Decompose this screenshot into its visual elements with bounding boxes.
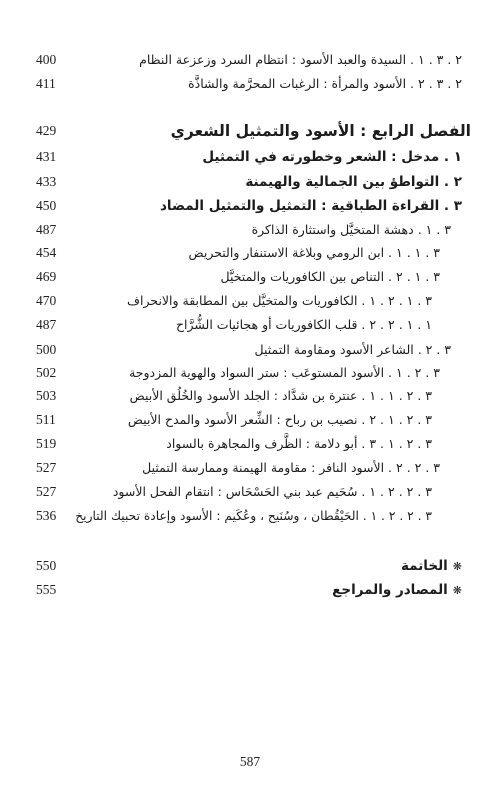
- toc-entry-title: ٣ . ٢ . ١ . ٣ . أبو دلامة : الظَّرف والمجاهرة بالسواد: [166, 436, 432, 451]
- toc-entry-title: ٣ . ٢ . ١ . ٢ . نصيب بن رباح : الشِّعر الأسود والمدح الأبيض: [127, 412, 432, 427]
- toc-entry-title: ٣ . ٢ . ٢ . ١ . سُحَيم عبد بني الحَسْحَاس : انتقام الفحل الأسود: [112, 484, 432, 499]
- toc-entry-page: 450: [36, 198, 57, 213]
- toc-entry: [0, 195, 500, 217]
- flower-bullet-icon: ❋: [452, 584, 462, 597]
- toc-entry-title: ٣ . ١ . ٢ . ١ . الكافوريات والمتخيَّل بين المطابقة والانحراف: [127, 293, 432, 308]
- toc-entry-page: 411: [36, 76, 56, 91]
- toc-entry-title: ٣ . ٢ . ٢ . ١ . الحَيْقُطان ، وسُنَيح ، وعُكَيم : الأسود وإعادة تحبيك التاريخ: [75, 509, 432, 523]
- toc-entry: [0, 242, 500, 264]
- toc-entry: [0, 49, 500, 71]
- toc-entry-title-text: المصادر والمراجع: [332, 582, 448, 598]
- toc-entry-page: 487: [36, 317, 57, 332]
- toc-entry: [0, 73, 500, 95]
- toc-entry-title: ٣ . ٢ . الشاعر الأسود ومقاومة التمثيل: [254, 342, 451, 357]
- toc-entry-page: 433: [36, 174, 57, 189]
- toc-entry: [0, 290, 500, 312]
- toc-entry-page: 454: [36, 245, 57, 260]
- toc-entry-page: 400: [36, 52, 57, 67]
- page-number-footer: 587: [239, 754, 261, 769]
- toc-entry-page: 502: [36, 365, 57, 380]
- toc-entry-title: [72, 579, 462, 601]
- toc-entry: [0, 171, 500, 193]
- toc-entry-references: [0, 579, 500, 601]
- toc-entry-title: ٢ . ٣ . ١ . السيدة والعبد الأسود : انتظام السرد وزعزعة النظام: [139, 52, 462, 67]
- toc-entry-page: 555: [36, 582, 57, 597]
- toc-entry-title: [72, 555, 462, 577]
- toc-entry-page: 527: [36, 484, 57, 499]
- chapter-heading: [0, 120, 500, 142]
- toc-entry: [0, 505, 500, 527]
- toc-entry-conclusion: [0, 555, 500, 577]
- chapter-title: الفصل الرابع : الأسود والتمثيل الشعري: [170, 122, 471, 140]
- toc-entry-page: 500: [36, 342, 57, 357]
- toc-entry: [0, 481, 500, 503]
- toc-entry-title: ٢ . التواطؤ بين الجمالية والهيمنة: [245, 174, 462, 190]
- toc-entry-title: ١ . مدخل : الشعر وخطورته في التمثيل: [202, 149, 462, 165]
- toc-entry-page: 536: [36, 508, 57, 523]
- toc-entry: [0, 266, 500, 288]
- toc-entry-page: 470: [36, 293, 57, 308]
- toc-entry-title: ٣ . ١ . ٢ . التناص بين الكافوريات والمتخيَّل: [220, 269, 440, 284]
- toc-entry-page: 519: [36, 436, 57, 451]
- toc-entry: [0, 339, 500, 361]
- toc-entry-page: 469: [36, 269, 57, 284]
- toc-entry: [0, 219, 500, 241]
- toc-entry-page: 550: [36, 558, 57, 573]
- toc-entry-page: 511: [36, 412, 56, 427]
- toc-entry-title: ٣ . ١ . ١ . ابن الرومي وبلاغة الاستنفار والتحريض: [188, 245, 440, 260]
- toc-entry: [0, 433, 500, 455]
- toc-entry: [0, 146, 500, 168]
- toc-entry-title: ٢ . ٣ . ٢ . الأسود والمرأة : الرغبات المحرَّمة والشاذَّة: [188, 76, 462, 91]
- flower-bullet-icon: ❋: [452, 560, 462, 573]
- toc-entry-title: ٣ . ١ . دهشة المتخيَّل واستثارة الذاكرة: [251, 222, 451, 237]
- toc-entry-title: ٣ . ٢ . ١ . ١ . عنترة بن شدَّاد : الجلد الأسود والخُلُق الأبيض: [129, 388, 432, 403]
- toc-entry: [0, 362, 500, 384]
- toc-entry-title: ١ . ١ . ٢ . ٢ . قلب الكافوريات أو هجائيات الشُّرَّاح: [175, 317, 432, 332]
- toc-entry-page: 487: [36, 222, 57, 237]
- toc-entry-title: ٣ . القراءة الطباقية : التمثيل والتمثيل المضاد: [159, 198, 462, 214]
- toc-entry-title: ٣ . ٢ . ١ . الأسود المستوعَب : ستر السواد والهوية المزدوجة: [129, 365, 440, 380]
- toc-entry: [0, 457, 500, 479]
- toc-entry-page: 527: [36, 460, 57, 475]
- toc-entry: [0, 409, 500, 431]
- toc-entry-title-text: الخاتمة: [400, 558, 448, 574]
- chapter-page: 429: [36, 123, 57, 138]
- toc-entry: [0, 385, 500, 407]
- toc-entry: [0, 314, 500, 336]
- toc-entry-page: 503: [36, 388, 57, 403]
- toc-entry-title: ٣ . ٢ . ٢ . الأسود النافر : مقاومة الهيمنة وممارسة التمثيل: [142, 460, 440, 475]
- toc-entry-page: 431: [36, 149, 57, 164]
